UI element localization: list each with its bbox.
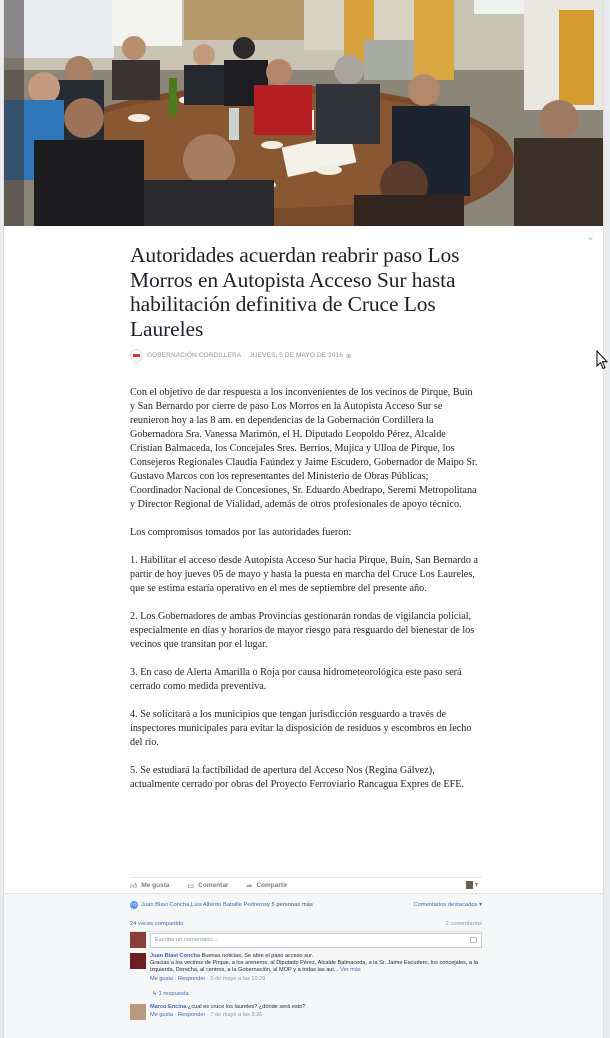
- comment-placeholder: Escribe un comentario...: [155, 937, 218, 943]
- publisher-logo[interactable]: [130, 349, 143, 362]
- comment: Juan Blavi Concha Buenas noticias, Se abre el paso acceso sur. Gracias a los vecinos de Pirque, a los areneros, al Diputado Pérez, Alcalde Balmaceda, a la Sr. Jaime Escudero, los concejales, a la izquierda, Derecha, al centros, a la Gobernación, al MOP y a todas las aut... Ver más Me gusta · Responder · 5 de mayo a las 10:29: [130, 953, 482, 983]
- article: [130, 243, 480, 806]
- caret-down-icon: ▼: [474, 882, 479, 888]
- comment-button[interactable]: [188, 882, 229, 890]
- avatar[interactable]: [130, 1004, 146, 1020]
- caret-down-icon: ▾: [479, 902, 482, 908]
- article-paragraph: 2. Los Gobernadores de ambas Provincias gestionarán rondas de vigilancia policial, especialmente en días y horarios de mayor riesgo para resguardo del bienestar de los vecinos que transitan por el lugar.: [130, 611, 475, 650]
- article-paragraph: Los compromisos tomados por las autoridades fueron:: [130, 527, 352, 538]
- meeting-photo-illustration: [4, 0, 604, 226]
- article-title: Autoridades acuerdan reabrir paso Los Morros en Autopista Acceso Sur hasta habilitación definitiva de Cruce Los Laureles: [130, 243, 460, 341]
- comment: Marco Encina ¿cual es cruce los laureles? ¿dónde será esto? Me gusta · Responder · 7 de mayo a las 3:26: [130, 1004, 482, 1020]
- publisher-name[interactable]: GOBERNACIÓN CORDILLERA: [147, 352, 242, 359]
- comment-like-link[interactable]: Me gusta: [150, 1012, 174, 1019]
- comment-time[interactable]: 7 de mayo a las 3:26: [210, 1012, 263, 1019]
- reply-arrow-icon: ↳: [152, 991, 157, 997]
- article-paragraph: 4. Se solicitará a los municipios que tengan jurisdicción resguardo a través de inspectores municipales para evitar la disposición de residuos y escombros en lecho del río.: [130, 709, 472, 748]
- like-label: Me gusta: [141, 882, 170, 889]
- like-badge-icon: 👍︎: [131, 902, 137, 908]
- feedback-section: [4, 893, 604, 1038]
- chevron-down-icon[interactable]: ⌄: [585, 231, 595, 243]
- avatar[interactable]: [130, 953, 146, 969]
- avatar: [130, 932, 146, 948]
- byline-separator: ·: [244, 352, 247, 359]
- comment-label: Comentar: [198, 882, 229, 889]
- globe-icon: ⊕: [346, 352, 352, 360]
- see-more-link[interactable]: Ver más: [338, 967, 361, 974]
- post-actions: [130, 877, 482, 893]
- post-card: [3, 0, 604, 1038]
- article-paragraph: 3. En caso de Alerta Amarilla o Roja por causa hidrometeorológica este paso será cerrado como medida preventiva.: [130, 667, 462, 692]
- thumbs-up-icon: 👍︎: [130, 883, 138, 890]
- comment-like-link[interactable]: Me gusta: [150, 975, 174, 982]
- like-button[interactable]: [130, 881, 170, 890]
- likers-join: ,: [189, 902, 191, 908]
- avatar: [466, 881, 473, 889]
- comment-text: Buenas noticias, Se abre el paso acceso sur.: [200, 953, 314, 959]
- mouse-cursor-icon: [596, 350, 608, 375]
- comment-author[interactable]: Marco Encina: [150, 1004, 187, 1010]
- byline: [130, 349, 480, 362]
- comment-icon: ▭: [187, 882, 195, 890]
- likes-summary: [130, 901, 482, 909]
- comment-reply-link[interactable]: Responder: [178, 975, 206, 982]
- camera-icon[interactable]: [470, 937, 477, 943]
- comment-time[interactable]: 5 de mayo a las 10:29: [210, 975, 266, 982]
- featured-comments-dropdown[interactable]: [413, 902, 482, 908]
- replies-count: 1 respuesta: [158, 991, 189, 997]
- featured-comments-label: Comentarios destacados: [413, 902, 478, 908]
- comment-text: Gracias a los vecinos de Pirque, a los areneros, al Diputado Pérez, Alcalde Balmaceda, a la Sr. Jaime Escudero, los concejales, a la izquierda, Derecha, al centros, a la Gobernación, al MOP y a todas las aut...: [150, 960, 479, 974]
- view-replies-link[interactable]: [152, 991, 189, 997]
- comment-reply-link[interactable]: Responder: [178, 1012, 206, 1019]
- comment-text: ¿cual es cruce los laureles? ¿dónde será esto?: [186, 1004, 306, 1010]
- article-body: [130, 386, 480, 792]
- publish-date: JUEVES, 5 DE MAYO DE 2016: [249, 352, 343, 359]
- meeting-photo[interactable]: [4, 0, 604, 226]
- engagement-stats: [130, 921, 482, 932]
- share-icon: ➦: [246, 882, 253, 890]
- article-paragraph: 5. Se estudiará la factibilidad de apertura del Acceso Nos (Regina Gálvez), actualmente cerrado por obras del Proyecto Ferroviario Rancagua Expres de EFE.: [130, 765, 465, 790]
- liker-name[interactable]: Juan Blavi Concha: [141, 902, 190, 908]
- article-paragraph: 1. Habilitar el acceso desde Autopista Acceso Sur hacia Pirque, Buin, San Bernardo a partir de hoy jueves 05 de mayo y hasta la puesta en marcha del Cruce Los Laureles, que se estima estaría operativo en el mes de septiembre del presente año.: [130, 555, 478, 594]
- comment-input[interactable]: [150, 933, 482, 948]
- share-button[interactable]: [246, 882, 287, 890]
- comments-count: 2 comentarios: [445, 921, 482, 927]
- likers-tail[interactable]: y 5 personas más: [267, 902, 313, 908]
- post-as-selector[interactable]: [466, 881, 479, 889]
- liker-name[interactable]: Luis Alberto Bataille Pedreros: [190, 902, 268, 908]
- share-label: Compartir: [256, 882, 288, 889]
- shares-count[interactable]: 24 veces compartido: [130, 921, 184, 927]
- comment-composer: [130, 932, 482, 948]
- comment-author[interactable]: Juan Blavi Concha: [150, 953, 201, 959]
- article-paragraph: Con el objetivo de dar respuesta a los inconvenientes de los vecinos de Pirque, Buin y San Bernardo por cierre de paso Los Morros en la Autopista Acceso Sur se reunieron hoy a las 8 am. en dependencias de la Gobernación Cordillera la Gobernadora Sra. Vanessa Marimón, el H. Diputado Leopoldo Pérez, Alcalde Cristian Balmaceda, los Concejales Sres. Berrios, Mujica y Ulloa de Pirque, los Consejeros Regionales Claudia Faúndez y Jaime Escudero, Gobernador de Maipo Sr. Gustavo Marcos con los representantes del Ministerio de Obras Públicas; Coordinador Nacional de Concesiones, Sr. Eduardo Abedrapo, Seremi Metropolitana y Director Regional de Vialidad, además de otros profesionales de apoyo técnico.: [130, 387, 478, 510]
